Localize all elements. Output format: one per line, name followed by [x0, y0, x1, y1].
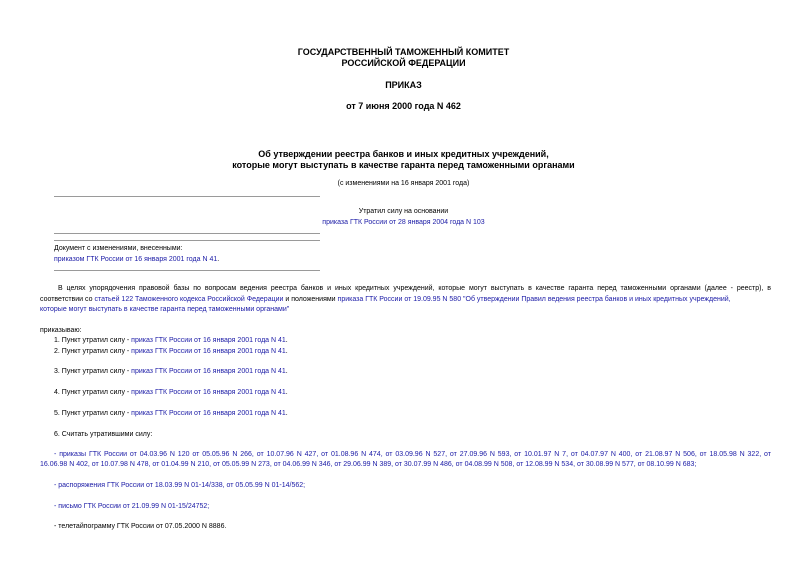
changes-label: Документ с изменениями, внесенными: [54, 245, 183, 252]
divider [54, 270, 320, 271]
org-name-line2: РОССИЙСКОЙ ФЕДЕРАЦИИ [341, 58, 466, 68]
repealed-telegram: - телетайпограмму ГТК России от 07.05.2000 N 8886. [54, 523, 227, 530]
divider [54, 233, 320, 234]
repealed-dispositions[interactable]: - распоряжения ГТК России от 18.03.99 N 01-14/338, от 05.05.99 N 01-14/562; [54, 482, 306, 489]
doc-date: от 7 июня 2000 года N 462 [346, 101, 461, 111]
item-6: 6. Считать утратившими силу: [54, 431, 153, 438]
item-link[interactable]: приказ ГТК России от 16 января 2001 года N 41 [131, 389, 286, 396]
item-link[interactable]: приказ ГТК России от 16 января 2001 года N 41 [131, 337, 286, 344]
list-item: 1. Пункт утратил силу - приказ ГТК России от 16 января 2001 года N 41. [54, 337, 288, 344]
repeal-note: Утратил силу на основании [358, 208, 449, 215]
item-link[interactable]: приказ ГТК России от 16 января 2001 года N 41 [131, 410, 286, 417]
repealed-orders-line1[interactable]: - приказы ГТК России от 04.03.96 N 120 от 05.05.96 N 266, от 10.07.96 N 427, от 01.08.96 N 474, от 03.09.96 N 527, от 27.09.96 N 593, от 10.01.97 N 7, от 04.07.97 N 400, от 21.08.97 N 506, от 18.05.98 N 322, от [54, 451, 771, 458]
doc-type: ПРИКАЗ [385, 80, 422, 90]
item-link[interactable]: приказ ГТК России от 16 января 2001 года N 41 [131, 368, 286, 375]
list-item: 5. Пункт утратил силу - приказ ГТК России от 16 января 2001 года N 41. [54, 410, 288, 417]
divider [54, 240, 320, 241]
preamble-line1: В целях упорядочения правовой базы по вопросам ведения реестра банков и иных кредитных учреждений, которые могут выступать в качестве гаранта перед таможенными органами (далее - реестр), в [58, 285, 771, 292]
amend-note: (с изменениями на 16 января 2001 года) [337, 180, 470, 187]
list-item: 4. Пункт утратил силу - приказ ГТК России от 16 января 2001 года N 41. [54, 389, 288, 396]
item-link[interactable]: приказ ГТК России от 16 января 2001 года N 41 [131, 348, 286, 355]
order-580-link[interactable]: приказа ГТК России от 19.09.95 N 580 "Об утверждении Правил ведения реестра банков и иных кредитных учреждений, [337, 296, 731, 303]
doc-title-line1: Об утверждении реестра банков и иных кредитных учреждений, [258, 149, 549, 159]
repealed-letter[interactable]: - письмо ГТК России от 21.09.99 N 01-15/24752; [54, 503, 210, 510]
doc-title-line2: которые могут выступать в качестве гаранта перед таможенными органами [232, 160, 575, 170]
org-name-line1: ГОСУДАРСТВЕННЫЙ ТАМОЖЕННЫЙ КОМИТЕТ [297, 47, 510, 57]
preamble-line2: соответствии со статьей 122 Таможенного кодекса Российской Федерации и положениями приказа ГТК России от 19.09.95 N 580 "Об утверждении Правил ведения реестра банков и иных кредитных учреждений, [40, 296, 731, 303]
tax-code-link[interactable]: статьей 122 Таможенного кодекса Российской Федерации [94, 296, 284, 303]
changes-line: приказом ГТК России от 16 января 2001 года N 41. [54, 256, 220, 263]
divider [54, 196, 320, 197]
repealed-orders-line2[interactable]: 16.06.98 N 402, от 10.07.98 N 478, от 01.04.99 N 210, от 05.05.99 N 273, от 04.06.99 N 346, от 29.06.99 N 389, от 30.07.99 N 486, от 04.08.99 N 508, от 12.08.99 N 534, от 30.08.99 N 577, от 08.10.99 N 683; [40, 461, 697, 468]
order-580-link-cont[interactable]: которые могут выступать в качестве гаранта перед таможенными органами" [40, 306, 290, 313]
list-item: 3. Пункт утратил силу - приказ ГТК России от 16 января 2001 года N 41. [54, 368, 288, 375]
repeal-link[interactable]: приказа ГТК России от 28 января 2004 года N 103 [322, 219, 485, 226]
list-item: 2. Пункт утратил силу - приказ ГТК России от 16 января 2001 года N 41. [54, 348, 288, 355]
order-word: приказываю: [40, 327, 82, 334]
changes-link[interactable]: приказом ГТК России от 16 января 2001 года N 41 [54, 256, 218, 263]
